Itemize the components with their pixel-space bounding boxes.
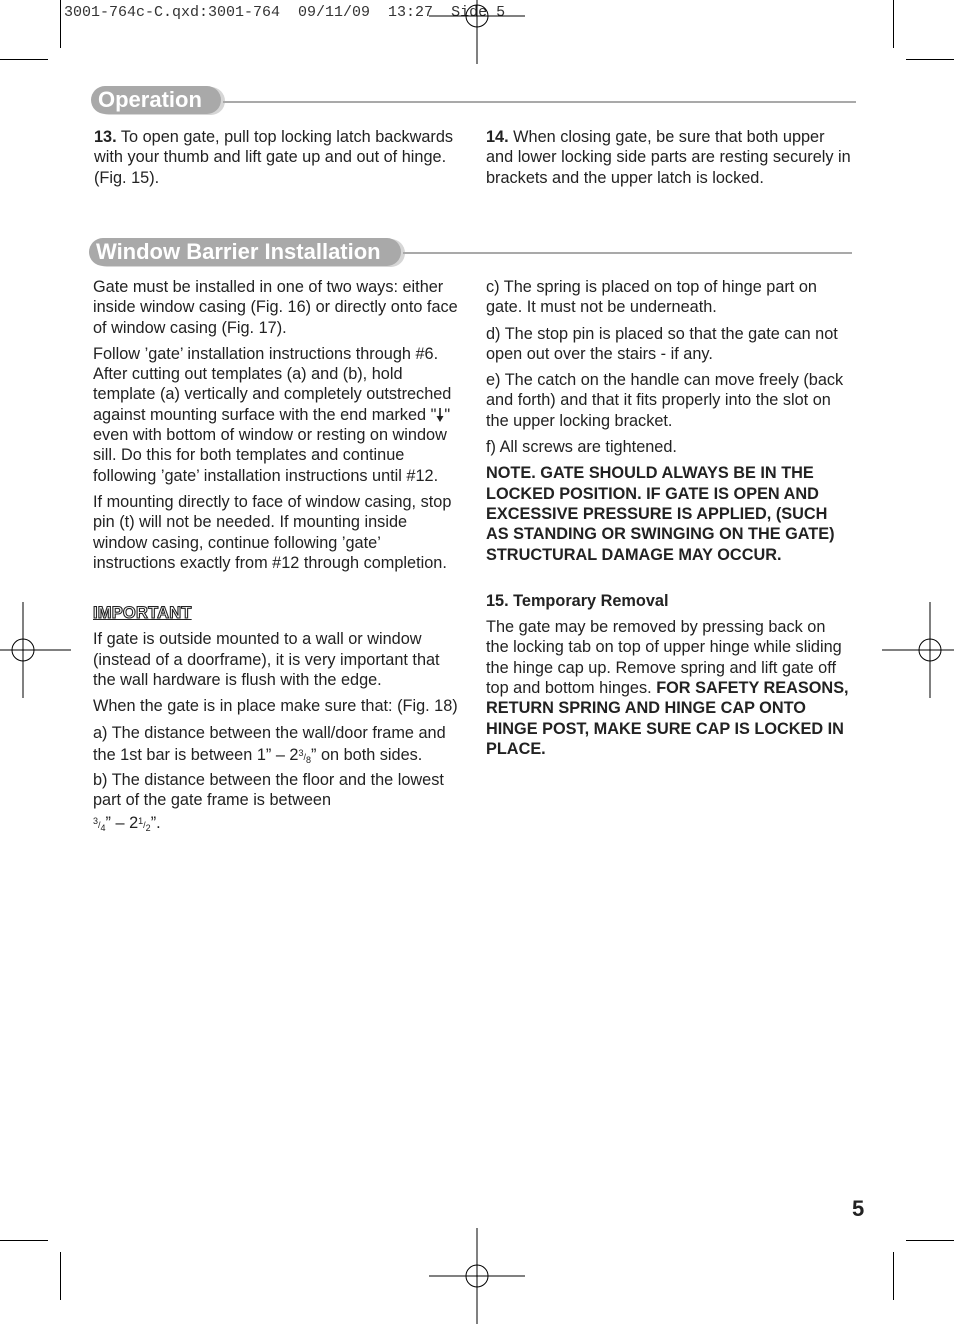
check-d-paragraph: d) The stop pin is placed so that the gate can not open out over the stairs - if any. [486, 324, 838, 363]
check-c-paragraph: c) The spring is placed on top of hinge part on gate. It must not be underneath. [486, 278, 817, 317]
crop-mark-top-left-vertical [60, 0, 61, 48]
step-14-number: 14. [486, 128, 509, 146]
step-15-paragraph: The gate may be removed by pressing back on the locking tab on top of upper hinge while sliding the hinge cap up. Remove spring and lift gate off top and bottom hinges. FOR SAFETY REASONS, RETURN SPRING AND HINGE CAP ONTO HINGE POST, MAKE SURE CAP IS LOCKED IN PLACE. [486, 618, 849, 758]
operation-step-14 [486, 127, 854, 194]
crop-mark-top-right-vertical [893, 0, 894, 48]
registration-crosshair-icon [0, 602, 71, 698]
step-14-text: When closing gate, be sure that both upper and lower locking side parts are resting securely in brackets and the upper latch is locked. [486, 128, 851, 187]
step-13-text: To open gate, pull top locking latch backwards with your thumb and lift gate up and out of hinge. (Fig. 15). [94, 128, 454, 187]
fraction-one-half: $^1/_2$ [138, 815, 151, 833]
fraction-three-quarters: $^3/_4$ [93, 815, 106, 833]
check-f-paragraph: f) All screws are tightened. [486, 438, 677, 457]
crop-mark-bottom-left-horizontal [0, 1240, 48, 1241]
print-slug-line: 3001-764c-C.qxd:3001-764 09/11/09 13:27 Side 5 [64, 4, 506, 21]
operation-step-13 [94, 127, 456, 194]
check-b-paragraph: b) The distance between the floor and the lowest part of the gate frame is between $^3/_4$” – $2^1/_2$”. [93, 771, 444, 833]
registration-crosshair-icon [429, 1228, 525, 1324]
window-barrier-section-header [89, 238, 852, 268]
window-barrier-right-column [486, 277, 852, 765]
crop-mark-top-right-horizontal [906, 59, 954, 60]
check-e-paragraph: e) The catch on the handle can move freely (back and forth) and that it fits properly into the slot on the upper locking bracket. [486, 371, 844, 430]
step-13-number: 13. [94, 128, 117, 146]
operation-section-header [91, 86, 856, 116]
registration-crosshair-icon [882, 602, 954, 698]
mounting-paragraph: If mounting directly to face of window casing, stop pin (t) will not be needed. If mounting inside window casing, continue following ’gate’ instructions exactly from #12 through completion. [93, 492, 452, 572]
page-number: 5 [852, 1196, 865, 1221]
registration-crosshair-icon [429, 0, 525, 64]
operation-heading-rule [223, 101, 856, 103]
in-place-paragraph: When the gate is in place make sure that: (Fig. 18) [93, 697, 458, 716]
install-ways-paragraph: Gate must be installed in one of two ways: either inside window casing (Fig. 16) or directly onto face of window casing (Fig. 17). [93, 278, 458, 337]
important-paragraph: If gate is outside mounted to a wall or window (instead of a doorframe), it is very important that the wall hardware is flush with the edge. [93, 630, 440, 690]
crop-mark-bottom-right-horizontal [906, 1240, 954, 1241]
safety-note: NOTE. GATE SHOULD ALWAYS BE IN THE LOCKED POSITION. IF GATE IS OPEN AND EXCESSIVE PRESSURE IS APPLIED, (SUCH AS STANDING OR SWINGING ON THE GATE) STRUCTURAL DAMAGE MAY OCCUR. [486, 464, 835, 564]
check-a-paragraph: a) The distance between the wall/door frame and the 1st bar is between 1” – $2^3/_8$” on both sides. [93, 723, 446, 765]
operation-heading: Operation [91, 86, 221, 114]
window-barrier-heading: Window Barrier Installation [89, 238, 401, 266]
crop-mark-bottom-left-vertical [60, 1252, 61, 1300]
fraction-three-eighths: $^3/_8$ [298, 747, 311, 765]
template-paragraph: Follow ’gate’ installation instructions through #6. After cutting out templates (a) and (b), hold template (a) vertically and completely outstreched against mounting surface with the end marked " " even with bottom of window or resting on window sill. Do this for both templates and continue following ’gate’ installation instructions until #12. [93, 344, 452, 485]
important-label: IMPORTANT [93, 604, 192, 623]
crop-mark-top-left-horizontal [0, 59, 48, 60]
window-barrier-heading-rule [403, 252, 852, 254]
step-15-heading: 15. Temporary Removal [486, 591, 669, 610]
crop-mark-bottom-right-vertical [893, 1252, 894, 1300]
window-barrier-left-column [93, 277, 459, 844]
